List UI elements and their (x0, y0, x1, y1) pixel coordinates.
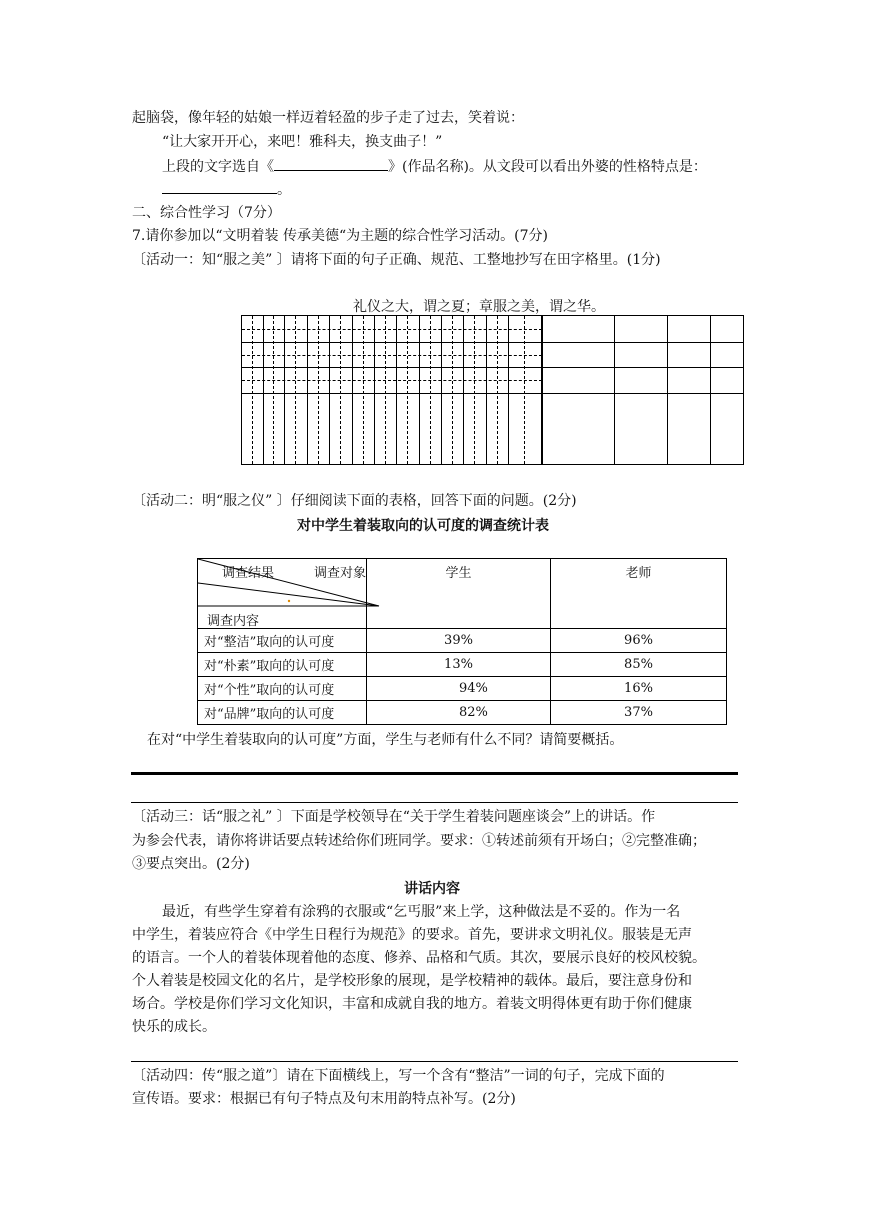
survey-table (197, 558, 727, 725)
table-header-row (198, 559, 727, 629)
passage-line: 起脑袋，像年轻的姑娘一样迈着轻盈的步子走了过去，笑着说： (132, 110, 524, 126)
source-question (162, 156, 707, 177)
speech-line: 中学生，着装应符合《中学生日程行为规范》的要求。首先，要讲求文明礼仪。服装是无声 (132, 927, 692, 943)
row-student-value: 82% (367, 701, 551, 725)
row-item: 对“整洁”取向的认可度 (198, 629, 367, 653)
passage-quote-line: “让大家开开心，来吧！雅科夫，换支曲子！” (162, 134, 443, 150)
row-item: 对“个性”取向的认可度 (198, 677, 367, 701)
activity-3-line: 〔活动三：话“服之礼” 〕下面是学校领导在“关于学生着装问题座谈会”上的讲话。作 (132, 809, 656, 825)
diagonal-header-cell (198, 559, 367, 629)
activity-1-instruction: 〔活动一：知“服之美” 〕请将下面的句子正确、规范、工整地抄写在田字格里。(1分) (132, 252, 661, 268)
activity-4-line: 宣传语。要求：根据已有句子特点及句末用韵特点补写。(2分) (132, 1091, 516, 1107)
header-content: 调查内容 (207, 614, 260, 629)
header-student: 学生 (367, 559, 551, 629)
activity-4-line: 〔活动四：传“服之道”〕请在下面横线上，写一个含有“整洁”一词的句子，完成下面的 (132, 1068, 665, 1084)
table-row (198, 653, 727, 677)
divider (131, 1061, 738, 1062)
row-teacher-value: 16% (551, 677, 727, 701)
source-question-suffix: 》(作品名称)。从文段可以看出外婆的性格特点是： (388, 159, 707, 175)
table-row (198, 677, 727, 701)
answer-line-thick[interactable] (131, 772, 738, 775)
trait-answer-end: 。 (277, 182, 291, 198)
copy-sentence: 礼仪之大，谓之夏；章服之美，谓之华。 (353, 299, 605, 315)
activity-2-question: 在对“中学生着装取向的认可度”方面，学生与老师有什么不同？请简要概括。 (147, 732, 624, 748)
section-heading: 二、综合性学习（7分） (132, 205, 281, 221)
header-teacher: 老师 (551, 559, 727, 629)
row-teacher-value: 85% (551, 653, 727, 677)
divider (131, 802, 738, 803)
speech-line: 最近，有些学生穿着有涂鸦的衣服或“乞丐服”来上学，这种做法是不妥的。作为一名 (162, 904, 681, 920)
writing-grid[interactable] (241, 315, 744, 465)
row-item: 对“朴素”取向的认可度 (198, 653, 367, 677)
header-result: 调查结果 (222, 566, 275, 581)
speech-line: 个人着装是校园文化的名片，是学校形象的展现，是学校精神的载体。最后，要注意身份和 (132, 973, 692, 989)
table-title: 对中学生着装取向的认可度的调查统计表 (297, 518, 549, 534)
row-student-value: 94% (367, 677, 551, 701)
row-student-value: 13% (367, 653, 551, 677)
activity-2-instruction: 〔活动二：明“服之仪” 〕仔细阅读下面的表格，回答下面的问题。(2分) (132, 493, 577, 509)
row-student-value: 39% (367, 629, 551, 653)
work-name-blank[interactable] (274, 156, 388, 171)
trait-answer-blank[interactable] (162, 179, 277, 194)
source-question-prefix: 上段的文字选自《 (162, 159, 274, 175)
activity-3-line: 为参会代表，请你将讲话要点转述给你们班同学。要求：①转述前须有开场白；②完整准确； (132, 833, 706, 849)
row-teacher-value: 37% (551, 701, 727, 725)
speech-title: 讲话内容 (404, 881, 460, 897)
table-row (198, 701, 727, 725)
question-7: 7.请你参加以“文明着装 传承美德“为主题的综合性学习活动。(7分) (132, 228, 548, 244)
speech-line: 快乐的成长。 (132, 1019, 216, 1035)
speech-line: 场合。学校是你们学习文化知识，丰富和成就自我的地方。着装文明得体更有助于你们健康 (132, 996, 692, 1012)
trait-answer-line (162, 179, 291, 200)
table-row (198, 629, 727, 653)
activity-3-line: ③要点突出。(2分) (132, 856, 250, 872)
speech-line: 的语言。一个人的着装体现着他的态度、修养、品格和气质。其次，要展示良好的校风校貌。 (132, 950, 706, 966)
row-item: 对“品牌”取向的认可度 (198, 701, 367, 725)
row-teacher-value: 96% (551, 629, 727, 653)
header-target: 调查对象 (314, 566, 367, 581)
